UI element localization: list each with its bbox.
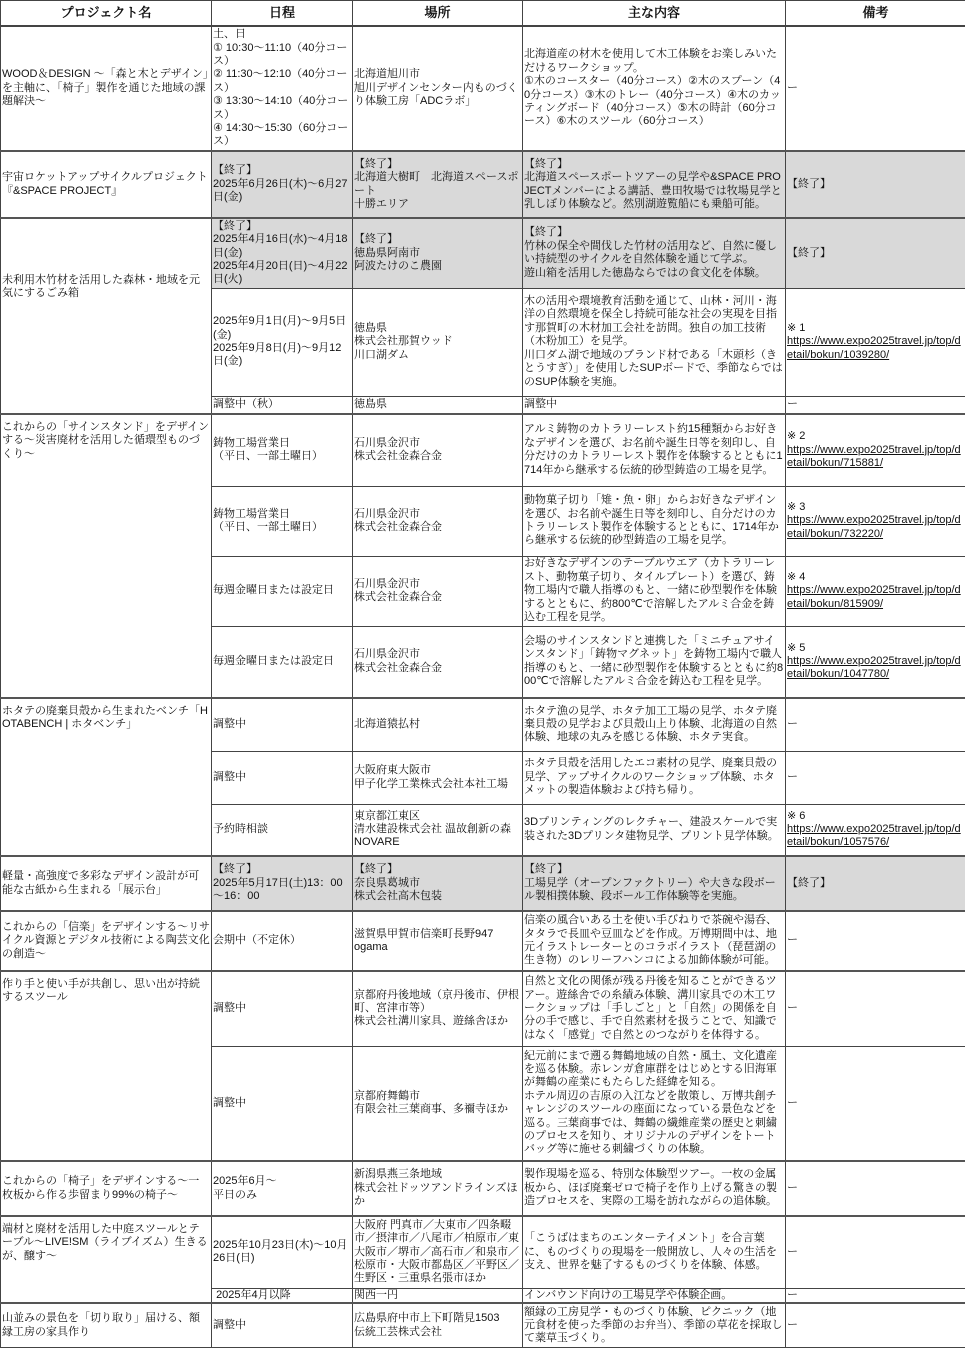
place-cell: 【終了】 奈良県葛城市 株式会社高木包装 xyxy=(353,856,523,911)
schedule-cell: 鋳物工場営業日 （平日、一部土曜日） xyxy=(212,414,353,486)
place-cell: 徳島県 株式会社那賀ウッド 川口湖ダム xyxy=(353,288,523,396)
notes-cell xyxy=(786,151,965,218)
notes-cell xyxy=(786,751,965,804)
notes-cell xyxy=(786,971,965,1046)
schedule-cell: 調整中 xyxy=(212,1303,353,1348)
table-row xyxy=(1,414,965,486)
place-cell: 大阪府東大阪市 甲子化学工業株式会社本社工場 xyxy=(353,751,523,804)
header-project-name: プロジェクト名 xyxy=(1,1,212,27)
place-cell: 京都府丹後地域（京丹後市、伊根町、宮津市等） 株式会社溝川家具、遊絲舎ほか xyxy=(353,971,523,1046)
table-row xyxy=(1,698,965,751)
table-row xyxy=(1,1161,965,1216)
content-cell: インバウンド向けの工場見学や体験企画。 xyxy=(523,1288,786,1303)
project-name-cell: ホタテの廃棄貝殻から生まれたベンチ「HOTABENCH | ホタベンチ」 xyxy=(1,698,212,856)
schedule-cell: 2025年6月～ 平日のみ xyxy=(212,1161,353,1216)
notes-cell xyxy=(786,698,965,751)
header-place: 場所 xyxy=(353,1,523,27)
tour-link[interactable]: https://www.expo2025travel.jp/top/detail/bokun/1039280/ xyxy=(787,335,961,361)
content-cell: 「こうばはまちのエンターテイメント」を合言葉に、ものづくりの現場を一般開放し、人々の生活を支え、世界を魅了するものづくりを体験、体感。 xyxy=(523,1216,786,1288)
place-cell: 東京都江東区 清水建設株式会社 温故創新の森 NOVARE xyxy=(353,804,523,856)
schedule-cell: 2025年4月以降 xyxy=(212,1288,353,1303)
place-cell: 石川県金沢市 株式会社金森合金 xyxy=(353,626,523,698)
note-label: 【終了】 xyxy=(787,246,831,259)
project-name-cell: 山並みの景色を「切り取り」届ける、額縁工房の家具作り xyxy=(1,1303,212,1348)
tour-link[interactable]: https://www.expo2025travel.jp/top/detail/bokun/1047780/ xyxy=(787,655,961,681)
note-label: 【終了】 xyxy=(787,177,831,190)
content-cell: アルミ鋳物のカトラリーレスト約15種類からお好きなデザインを選び、お名前や誕生日等を刻印し、自分だけのカトラリーレスト製作を体験するとともに1714年から継承する伝統的砂型鋳造の工場を見学。 xyxy=(523,414,786,486)
schedule-cell: 土、日 ① 10:30～11:10（40分コース） ② 11:30～12:10（40分コース） ③ 13:30～14:10（40分コース） ④ 14:30～15:30（60分コース） xyxy=(212,26,353,151)
content-cell: 【終了】 竹林の保全や間伐した竹材の活用など、自然に優しい持続型のサイクルを自然体験を通じて学ぶ。 遊山箱を活用した徳島ならではの食文化を体験。 xyxy=(523,218,786,288)
note-label: ※ 4 xyxy=(787,570,806,583)
project-name-cell: 軽量・高強度で多彩なデザイン設計が可能な古紙から生まれる「展示台」 xyxy=(1,856,212,911)
notes-cell xyxy=(786,26,965,151)
schedule-cell: 会期中（不定休） xyxy=(212,911,353,971)
header-notes: 備考 xyxy=(786,1,965,27)
content-cell: 信楽の風合いある土を使い手びねりで茶碗や湯呑、タタラで長皿や豆皿などを作成。万博期間中は、地元イラストレーターとのコラボイラスト（琵琶湖の生き物）のレリーフハンコによる加飾体験が可能。 xyxy=(523,911,786,971)
note-label: ー xyxy=(787,718,798,731)
project-name-cell: WOOD＆DESIGN ～「森と木とデザイン」を主軸に、「椅子」製作を通じた地域の課題解決～ xyxy=(1,26,212,151)
content-cell: 額縁の工房見学・ものづくり体験、ピクニック（地元食材を使った季節のお弁当）、季節の草花を採取して薬草玉づくり。 xyxy=(523,1303,786,1348)
notes-cell xyxy=(786,856,965,911)
place-cell: 北海道猿払村 xyxy=(353,698,523,751)
schedule-cell: 【終了】 2025年6月26日(木)～6月27日(金) xyxy=(212,151,353,218)
schedule-cell: 【終了】 2025年5月17日(土)13：00～16：00 xyxy=(212,856,353,911)
place-cell: 広島県府中市上下町階見1503 伝統工芸株式会社 xyxy=(353,1303,523,1348)
project-name-cell: これからの「サインスタンド」をデザインする～災害廃材を活用した循環型ものづくり～ xyxy=(1,414,212,698)
place-cell: 新潟県燕三条地域 株式会社ドッツアンドラインズほか xyxy=(353,1161,523,1216)
notes-cell xyxy=(786,626,965,698)
notes-cell xyxy=(786,1288,965,1303)
content-cell: 【終了】 工場見学（オープンファクトリー）や大きな段ボール製相撲体験、段ボール工作体験等を実施。 xyxy=(523,856,786,911)
note-label: ー xyxy=(787,934,798,947)
note-label: ※ 1 xyxy=(787,321,806,334)
table-row xyxy=(1,26,965,151)
project-name-cell: 作り手と使い手が共創し、思い出が持続するスツール xyxy=(1,971,212,1161)
header-schedule: 日程 xyxy=(212,1,353,27)
note-label: ー xyxy=(787,1245,798,1258)
table-row xyxy=(1,911,965,971)
note-label: ー xyxy=(787,398,798,411)
notes-cell xyxy=(786,486,965,556)
tour-link[interactable]: https://www.expo2025travel.jp/top/detail/bokun/715881/ xyxy=(787,443,961,469)
schedule-cell: 調整中 xyxy=(212,971,353,1046)
place-cell: 石川県金沢市 株式会社金森合金 xyxy=(353,556,523,626)
notes-cell xyxy=(786,288,965,396)
schedule-cell: 調整中 xyxy=(212,1046,353,1161)
content-cell: 紀元前にまで遡る舞鶴地域の自然・風土、文化遺産を巡る体験。赤レンガ倉庫群をはじめとする旧海軍が舞鶴の産業にもたらした経緯を知る。 ホテル周辺の吉原の入江などを散策し、万博共創チャレンジのスツールの座面になっている景色などを巡る。三葉商事では、舞鶴の繊維産業の歴史と刺繍のプロセスを知り、オリジナルのデザインをトートバッグ等に施せる刺繍づくりの体験。 xyxy=(523,1046,786,1161)
place-cell: 【終了】 北海道大樹町 北海道スペースポート 十勝エリア xyxy=(353,151,523,218)
schedule-cell: 2025年9月1日(月)～9月5日(金) 2025年9月8日(月)～9月12日(金) xyxy=(212,288,353,396)
table-row xyxy=(1,151,965,218)
place-cell: 大阪府 門真市／大東市／四条畷市／摂津市／八尾市／柏原市／東大阪市／堺市／高石市／和泉市／松原市・大阪市都島区／平野区／生野区・三重県名張市ほか xyxy=(353,1216,523,1288)
note-label: ー xyxy=(787,1181,798,1194)
note-label: ※ 2 xyxy=(787,430,806,443)
content-cell: 調整中 xyxy=(523,396,786,414)
schedule-cell: 予約時相談 xyxy=(212,804,353,856)
note-label: ー xyxy=(787,1318,798,1331)
note-label: ー xyxy=(787,1002,798,1015)
note-label: ー xyxy=(787,1096,798,1109)
content-cell: 3Dプリンティングのレクチャー、建設スケールで実装された3Dプリンタ建物見学、プリント見学体験。 xyxy=(523,804,786,856)
content-cell: 会場のサインスタンドと連携した「ミニチュアサインスタンド」「鋳物マグネット」を鋳物工場内で職人指導のもと、一緒に砂型製作を体験するとともに約800℃で溶解したアルミ合金を鋳込む工程を見学。 xyxy=(523,626,786,698)
content-cell: お好きなデザインのテーブルウエア（カトラリーレスト、動物菓子切り、タイルプレート）を選び、鋳物工場内で職人指導のもと、一緒に砂型製作を体験するとともに、約800℃で溶解したアルミ合金を鋳込む工程を見学。 xyxy=(523,556,786,626)
project-name-cell: これからの「椅子」をデザインする～一枚板から作る歩留まり99%の椅子～ xyxy=(1,1161,212,1216)
note-label: ※ 5 xyxy=(787,641,806,654)
notes-cell xyxy=(786,556,965,626)
note-label: ※ 6 xyxy=(787,809,806,822)
table-row xyxy=(1,1216,965,1288)
notes-cell xyxy=(786,1046,965,1161)
place-cell: 関西一円 xyxy=(353,1288,523,1303)
content-cell: 木の活用や環境教育活動を通じて、山林・河川・海洋の自然環境を保全し持続可能な社会の実現を目指す那賀町の木材加工会社を訪問。独自の加工技術（木粉加工）を見学。 川口ダム湖で地域のブランド材である「木頭杉（きとうすぎ）」を使用したSUPボードで、季節ならではのSUP体験を実施。 xyxy=(523,288,786,396)
note-label: ※ 3 xyxy=(787,500,806,513)
content-cell: 動物菓子切り「雉・魚・卵」からお好きなデザインを選び、お名前や誕生日等を刻印し、自分だけのカトラリーレスト製作を体験するとともに、1714年から継承する伝統的砂型鋳造の工場を見学。 xyxy=(523,486,786,556)
table-row xyxy=(1,1303,965,1348)
content-cell: ホタテ貝殻を活用したエコ素材の見学、廃棄貝殻の見学、アップサイクルのワークショップ体験、ホタメットの製造体験および持ち帰り。 xyxy=(523,751,786,804)
place-cell: 徳島県 xyxy=(353,396,523,414)
project-name-cell: 端材と廃材を活用した中庭スツールとテーブル～LIVE!SM（ライブイズム）生きるが、醸す～ xyxy=(1,1216,212,1303)
schedule-cell: 調整中 xyxy=(212,751,353,804)
place-cell: 石川県金沢市 株式会社金森合金 xyxy=(353,414,523,486)
place-cell: 【終了】 徳島県阿南市 阿波たけのこ農園 xyxy=(353,218,523,288)
notes-cell xyxy=(786,396,965,414)
schedule-cell: 鋳物工場営業日 （平日、一部土曜日） xyxy=(212,486,353,556)
schedule-cell: 調整中（秋） xyxy=(212,396,353,414)
place-cell: 石川県金沢市 株式会社金森合金 xyxy=(353,486,523,556)
tour-link[interactable]: https://www.expo2025travel.jp/top/detail/bokun/1057576/ xyxy=(787,823,961,849)
notes-cell xyxy=(786,1216,965,1288)
project-name-cell: 未利用木竹材を活用した森林・地域を元気にするごみ箱 xyxy=(1,218,212,414)
project-name-cell: 宇宙ロケットアップサイクルプロジェクト『&SPACE PROJECT』 xyxy=(1,151,212,218)
schedule-cell: 毎週金曜日または設定日 xyxy=(212,626,353,698)
notes-cell xyxy=(786,911,965,971)
note-label: ー xyxy=(787,770,798,783)
tour-link[interactable]: https://www.expo2025travel.jp/top/detail/bokun/732220/ xyxy=(787,514,961,540)
table-row xyxy=(1,971,965,1046)
table-row xyxy=(1,218,965,288)
note-label: ー xyxy=(787,81,798,94)
note-label: 【終了】 xyxy=(787,876,831,889)
schedule-cell: 2025年10月23日(木)～10月26日(日) xyxy=(212,1216,353,1288)
notes-cell xyxy=(786,1161,965,1216)
notes-cell xyxy=(786,414,965,486)
content-cell: ホタテ漁の見学、ホタテ加工工場の見学、ホタテ廃棄貝殻の見学および貝殻山上り体験、北海道の自然体験、地球の丸みを感じる体験、ホタテ実食。 xyxy=(523,698,786,751)
content-cell: 北海道産の材木を使用して木工体験をお楽しみいただけるワークショップ。 ①木のコースター（40分コース）②木のスプーン（40分コース）③木のトレー（40分コース）④木のカッティングボード（40分コース）⑤木の時計（60分コース）⑥木のスツール（60分コース） xyxy=(523,26,786,151)
place-cell: 北海道旭川市 旭川デザインセンター内ものづくり体験工房「ADCラボ」 xyxy=(353,26,523,151)
content-cell: 製作現場を巡る、特別な体験型ツアー。一枚の金属板から、ほぼ廃棄ゼロで椅子を作り上げる驚きの製造プロセスを、実際の工場を訪れながらの追体験。 xyxy=(523,1161,786,1216)
table-header-row xyxy=(1,1,965,27)
table-body xyxy=(1,26,965,1348)
content-cell: 【終了】 北海道スペースポートツアーの見学や&SPACE PROJECTメンバーによる講話、豊田牧場では牧場見学と乳しぼり体験など。然別湖遊覧船にも乗船可能。 xyxy=(523,151,786,218)
tour-link[interactable]: https://www.expo2025travel.jp/top/detail/bokun/815909/ xyxy=(787,584,961,610)
place-cell: 京都府舞鶴市 有限会社三葉商事、多禰寺ほか xyxy=(353,1046,523,1161)
notes-cell xyxy=(786,804,965,856)
note-label: ー xyxy=(787,1288,798,1301)
place-cell: 滋賀県甲賀市信楽町長野947 ogama xyxy=(353,911,523,971)
schedule-cell: 【終了】 2025年4月16日(水)～4月18日(金) 2025年4月20日(日)～4月22日(火) xyxy=(212,218,353,288)
project-name-cell: これからの「信楽」をデザインする～リサイクル資源とデジタル技術による陶芸文化の創造～ xyxy=(1,911,212,971)
notes-cell xyxy=(786,1303,965,1348)
header-content: 主な内容 xyxy=(523,1,786,27)
content-cell: 自然と文化の関係が残る丹後を知ることができるツアー。遊絲舎での糸績み体験、溝川家具での木工ワークショップは「手しごと」と「自然」の関係を自分の手で感じ、手で自然素材を扱うことで、知識ではなく「感覚」で自然とのつながりを体得する。 xyxy=(523,971,786,1046)
notes-cell xyxy=(786,218,965,288)
schedule-cell: 毎週金曜日または設定日 xyxy=(212,556,353,626)
schedule-cell: 調整中 xyxy=(212,698,353,751)
table-row xyxy=(1,856,965,911)
